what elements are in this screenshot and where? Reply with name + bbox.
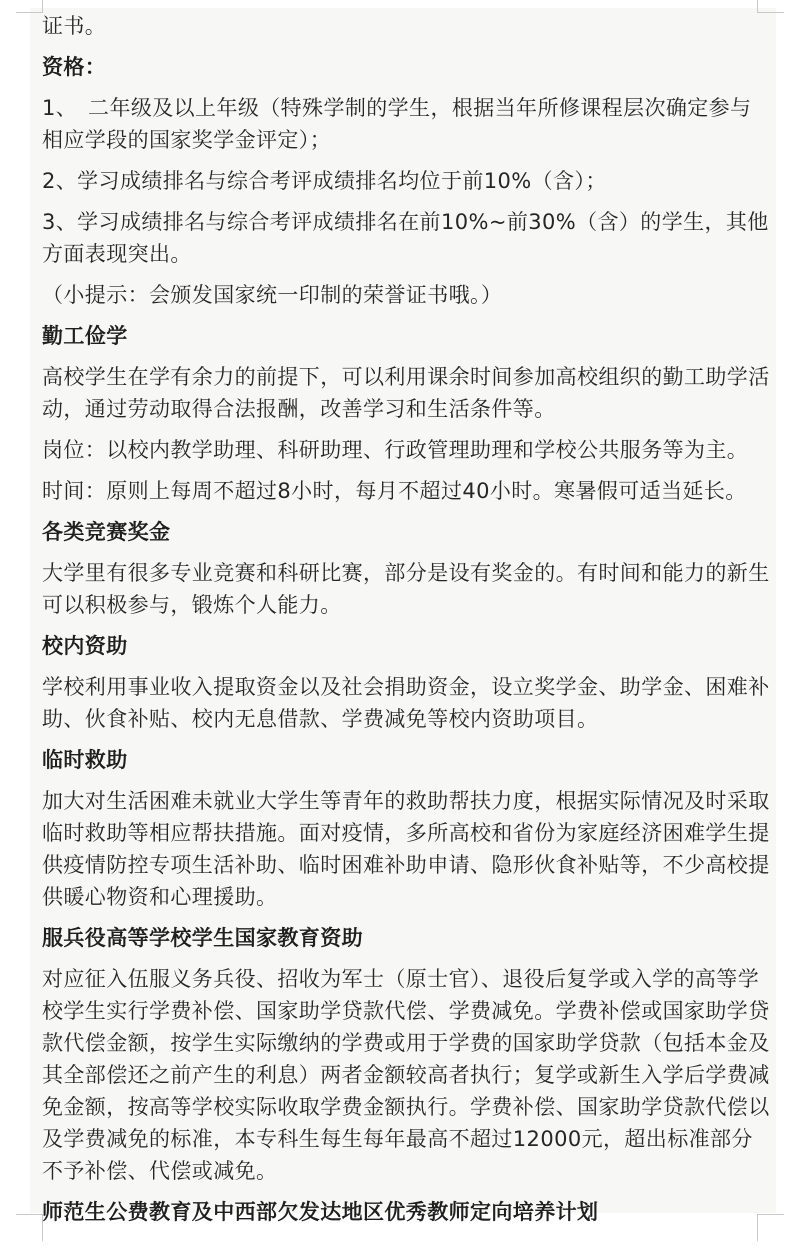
competition-prizes-text: 大学里有很多专业竞赛和科研比赛，部分是设有奖金的。有时间和能力的新生可以积极参与，锻炼个人能力。 (42, 561, 770, 617)
work-study-positions: 岗位：以校内教学助理、科研助理、行政管理助理和学校公共服务等为主。 (42, 438, 749, 462)
crop-mark-top-left (16, 0, 43, 13)
work-study-intro: 高校学生在学有余力的前提下，可以利用课余时间参加高校组织的勤工助学活动，通过劳动取得合法报酬，改善学习和生活条件等。 (42, 365, 770, 421)
section-heading-temporary-relief: 临时救助 (42, 748, 128, 772)
qualification-item-3: 3、学习成绩排名与综合考评成绩排名在前10%~前30%（含）的学生，其他方面表现突出。 (42, 210, 769, 266)
tip-note: （小提示：会颁发国家统一印制的荣誉证书哦。） (42, 283, 503, 307)
temporary-relief-text: 加大对生活困难未就业大学生等青年的救助帮扶力度，根据实际情况及时采取临时救助等相应帮扶措施。面对疫情，多所高校和省份为家庭经济困难学生提供疫情防控专项生活补助、临时困难补助申请、隐形伙食补贴等，不少高校提供暖心物资和心理援助。 (42, 789, 770, 909)
qualification-item-1: 1、 二年级及以上年级（特殊学制的学生，根据当年所修课程层次确定参与相应学段的国家奖学金评定）； (42, 96, 752, 152)
document-body (42, 10, 772, 1237)
crop-mark-bottom-left (16, 1214, 43, 1241)
section-heading-teacher-training-plan: 师范生公费教育及中西部欠发达地区优秀教师定向培养计划 (42, 1200, 599, 1224)
military-service-aid-text: 对应征入伍服义务兵役、招收为军士（原士官）、退役后复学或入学的高等学校学生实行学费补偿、国家助学贷款代偿、学费减免。学费补偿或国家助学贷款代偿金额，按学生实际缴纳的学费或用于学费的国家助学贷款（包括本金及其全部偿还之前产生的利息）两者金额较高者执行；复学或新生入学后学费减免金额，按高等学校实际收取学费金额执行。学费补偿、国家助学贷款代偿以及学费减免的标准，本专科生每生每年最高不超过12000元，超出标准部分不予补偿、代偿或减免。 (42, 967, 770, 1183)
section-heading-military-service-aid: 服兵役高等学校学生国家教育资助 (42, 926, 363, 950)
campus-aid-text: 学校利用事业收入提取资金以及社会捐助资金，设立奖学金、助学金、困难补助、伙食补贴、校内无息借款、学费减免等校内资助项目。 (42, 675, 770, 731)
paragraph-certificate-end: 证书。 (42, 14, 107, 38)
qualification-heading: 资格： (42, 55, 107, 79)
section-heading-competition-prizes: 各类竞赛奖金 (42, 520, 171, 544)
qualification-item-2: 2、学习成绩排名与综合考评成绩排名均位于前10%（含）； (42, 169, 607, 193)
work-study-hours: 时间：原则上每周不超过8小时，每月不超过40小时。寒暑假可适当延长。 (42, 479, 747, 503)
section-heading-work-study: 勤工俭学 (42, 324, 128, 348)
section-heading-campus-aid: 校内资助 (42, 634, 128, 658)
